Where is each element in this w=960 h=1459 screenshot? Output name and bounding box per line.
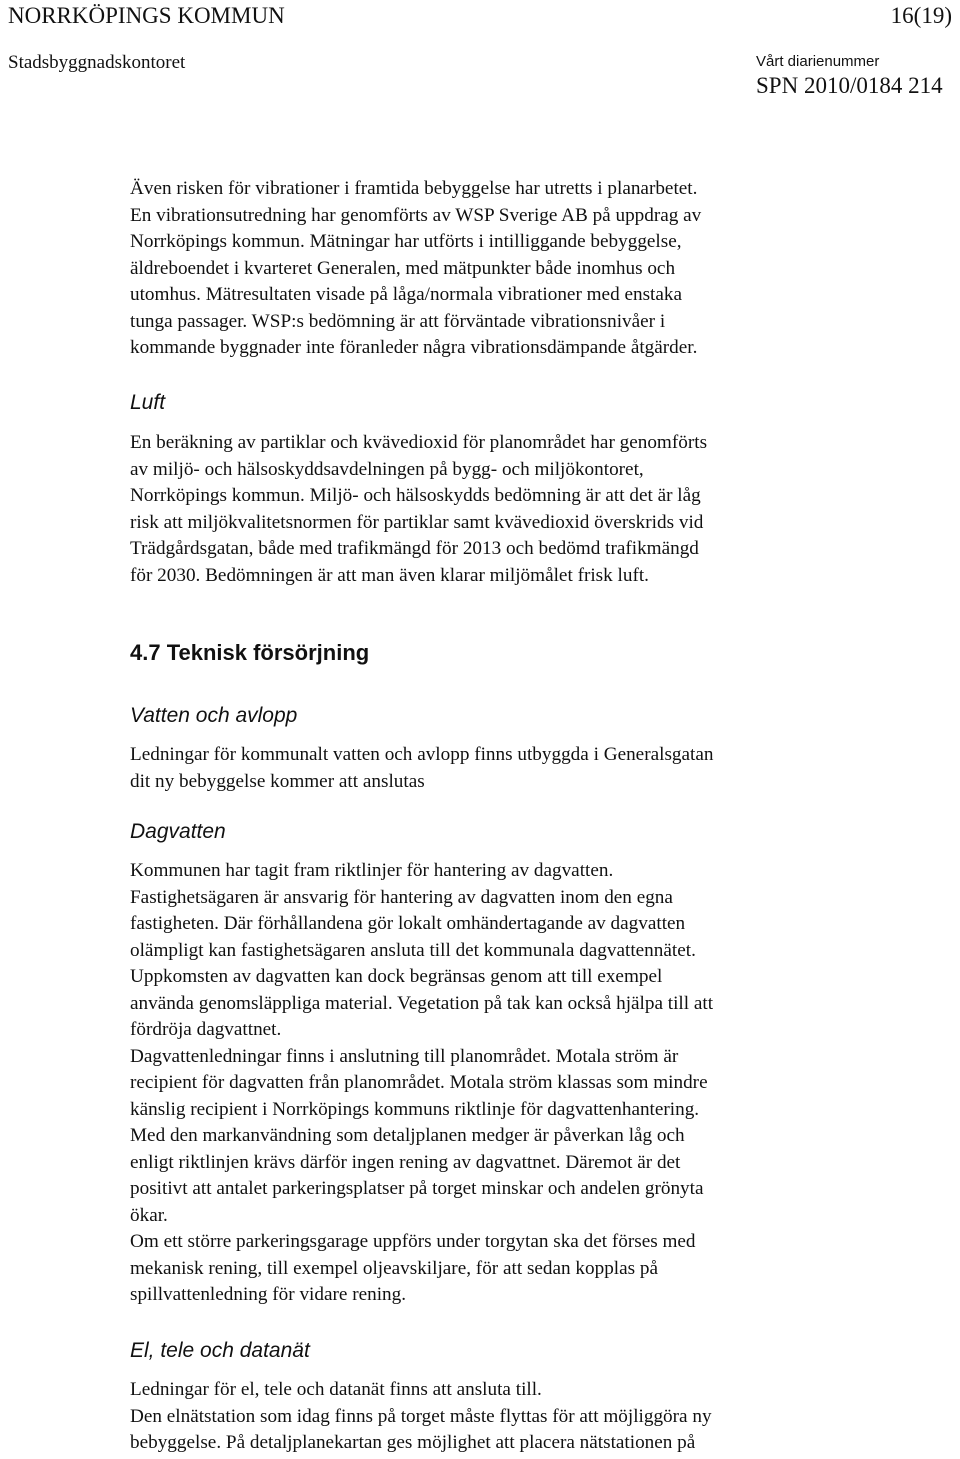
dagvatten-line: spillvattenledning för vidare rening. <box>130 1284 407 1305</box>
luft-line: En beräkning av partiklar och kvävedioxid för planområdet har genomförts <box>130 432 708 453</box>
dagvatten-line: enligt riktlinjen krävs därför ingen rening av dagvattnet. Däremot är det <box>130 1151 681 1173</box>
dagvatten-line: fastigheten. Där förhållandena gör lokalt omhändertagande av dagvatten <box>130 913 686 934</box>
vibration-line: En vibrationsutredning har genomförts av WSP Sverige AB på uppdrag av <box>130 204 702 226</box>
page-number: 16(19) <box>890 3 952 28</box>
dagvatten-line: positivt att antalet parkeringsplatser på torget minskar och andelen grönyta <box>130 1178 704 1199</box>
dagvatten-heading: Dagvatten <box>130 820 226 843</box>
vatten-line: Ledningar för kommunalt vatten och avlopp finns utbyggda i Generalsgatan <box>130 744 714 765</box>
reference-number: SPN 2010/0184 214 <box>756 73 943 98</box>
section-heading: 4.7 Teknisk försörjning <box>130 640 370 665</box>
luft-line: risk att miljökvalitetsnormen för partiklar samt kvävedioxid överskrids vid <box>130 511 704 533</box>
vibration-line: utomhus. Mätresultaten visade på låga/normala vibrationer med enstaka <box>130 284 682 305</box>
dagvatten-line: ökar. <box>130 1204 168 1226</box>
el-heading: El, tele och datanät <box>130 1339 310 1362</box>
luft-line: av miljö- och hälsoskyddsavdelningen på bygg- och miljökontoret, <box>130 458 644 480</box>
dagvatten-line: recipient för dagvatten från planområdet. Motala ström klassas som mindre <box>130 1072 708 1093</box>
el-line: Ledningar för el, tele och datanät finns att ansluta till. <box>130 1379 542 1400</box>
dagvatten-line: Fastighetsägaren är ansvarig för hantering av dagvatten inom den egna <box>130 886 673 908</box>
vibration-line: Även risken för vibrationer i framtida bebyggelse har utretts i planarbetet. <box>130 178 698 199</box>
luft-paragraph <box>130 430 930 589</box>
luft-line: för 2030. Bedömningen är att man även klarar miljömålet frisk luft. <box>130 564 649 586</box>
el-line: bebyggelse. På detaljplanekartan ges möjlighet att placera nätstationen på <box>130 1432 696 1453</box>
vibration-line: äldreboendet i kvarteret Generalen, med mätpunkter både inomhus och <box>130 257 676 279</box>
reference-label: Vårt diarienummer <box>756 53 880 70</box>
dagvatten-line: mekanisk rening, till exempel oljeavskiljare, för att sedan kopplas på <box>130 1257 659 1279</box>
vibration-line: kommande byggnader inte föranleder några vibrationsdämpande åtgärder. <box>130 337 698 358</box>
dagvatten-line: känslig recipient i Norrköpings kommuns riktlinje för dagvattenhantering. <box>130 1098 700 1120</box>
department-name: Stadsbyggnadskontoret <box>8 52 186 73</box>
dagvatten-line: fördröja dagvattnet. <box>130 1019 282 1040</box>
dagvatten-line: Dagvattenledningar finns i anslutning till planområdet. Motala ström är <box>130 1045 679 1067</box>
dagvatten-line: Kommunen har tagit fram riktlinjer för hantering av dagvatten. <box>130 860 614 881</box>
dagvatten-line: använda genomsläppliga material. Vegetation på tak kan också hjälpa till att <box>130 992 714 1014</box>
vatten-line: dit ny bebyggelse kommer att anslutas <box>130 770 425 792</box>
dagvatten-line: Om ett större parkeringsgarage uppförs under torgytan ska det förses med <box>130 1231 696 1252</box>
luft-line: Trädgårdsgatan, både med trafikmängd för 2013 och bedömd trafikmängd <box>130 538 699 559</box>
luft-heading: Luft <box>130 391 166 414</box>
vatten-heading: Vatten och avlopp <box>130 704 298 727</box>
vibration-line: Norrköpings kommun. Mätningar har utförts i intilliggande bebyggelse, <box>130 231 682 252</box>
dagvatten-line: Med den markanvändning som detaljplanen medger är påverkan låg och <box>130 1125 685 1146</box>
dagvatten-line: olämpligt kan fastighetsägaren ansluta till det kommunala dagvattennätet. <box>130 939 696 961</box>
el-paragraph <box>130 1377 930 1457</box>
dagvatten-line: Uppkomsten av dagvatten kan dock begränsas genom att till exempel <box>130 966 663 987</box>
vibration-paragraph <box>130 176 930 362</box>
dagvatten-paragraph <box>130 858 930 1309</box>
luft-line: Norrköpings kommun. Miljö- och hälsoskydds bedömning är att det är låg <box>130 485 701 506</box>
el-line: Den elnätstation som idag finns på torget måste flyttas för att möjliggöra ny <box>130 1405 712 1427</box>
vibration-line: tunga passager. WSP:s bedömning är att förväntade vibrationsnivåer i <box>130 310 666 332</box>
organization-name: NORRKÖPINGS KOMMUN <box>8 3 285 28</box>
vatten-paragraph <box>130 742 930 795</box>
